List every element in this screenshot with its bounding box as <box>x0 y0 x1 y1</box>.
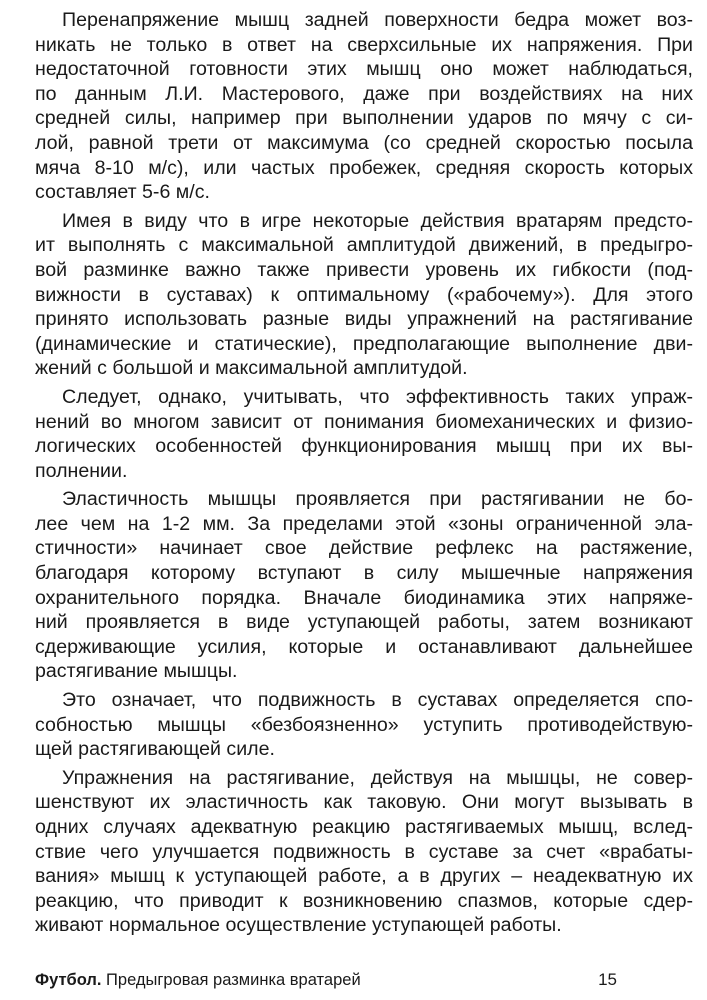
text-line: Следует, однако, учитывать, что эффективность таких упраж- <box>62 385 693 408</box>
text-line: логических особенностей функционирования мышц при их вы- <box>35 435 693 458</box>
text-line: живают нормальное осуществление уступающей работы. <box>35 914 562 937</box>
page-number: 15 <box>598 970 617 989</box>
text-line: Эластичность мышцы проявляется при растягивании не бо- <box>62 488 693 511</box>
text-line: ствие чего улучшается подвижность в суставе за счет «врабаты- <box>35 840 693 863</box>
text-line: лой, равной трети от максимума (со средней скоростью посыла <box>35 131 693 154</box>
text-line: принято использовать разные виды упражнений на растягивание <box>35 308 693 331</box>
text-line: составляет 5-6 м/с. <box>35 181 210 204</box>
text-line: Это означает, что подвижность в суставах определяется спо- <box>62 689 693 712</box>
text-line: недостаточной готовности этих мышц оно может наблюдаться, <box>35 58 693 81</box>
text-line: Имея в виду что в игре некоторые действия вратарям предсто- <box>62 209 693 232</box>
footer-subtitle: Предыгровая разминка вратарей <box>101 971 361 989</box>
paragraph-1 <box>0 8 707 205</box>
text-line: щей растягивающей силе. <box>35 738 275 761</box>
text-line: охранительного порядка. Вначале биодинамика этих напряже- <box>35 586 693 609</box>
text-line: растягивание мышцы. <box>35 660 238 683</box>
text-line: по данным Л.И. Мастерового, даже при воздействиях на них <box>35 82 693 105</box>
text-line: полнении. <box>35 459 128 482</box>
paragraph-5 <box>0 688 707 762</box>
text-line: средней силы, например при выполнении ударов по мячу с си- <box>35 107 693 130</box>
footer-book-title: Футбол. <box>35 971 102 989</box>
paragraph-6 <box>0 766 707 938</box>
text-line: Упражнения на растягивание, действуя на мышцы, не совер- <box>62 766 693 789</box>
text-line: реакцию, что приводит к возникновению спазмов, которые сдер- <box>35 889 693 912</box>
text-line: стичности» начинает свое действие рефлекс на растяжение, <box>35 537 693 560</box>
text-line: вания» мышц к уступающей работе, а в других – неадекватную их <box>35 865 693 888</box>
text-line: никать не только в ответ на сверхсильные их напряжения. При <box>35 33 693 56</box>
paragraph-4 <box>0 487 707 684</box>
paragraph-2 <box>0 209 707 381</box>
page-footer <box>35 967 693 993</box>
text-line: сдерживающие усилия, которые и останавливают дальнейшее <box>35 635 693 658</box>
text-line: нений во многом зависит от понимания биомеханических и физио- <box>35 410 693 433</box>
text-line: Перенапряжение мышц задней поверхности бедра может воз- <box>62 9 693 31</box>
text-line: ит выполнять с максимальной амплитудой движений, в предыгро- <box>35 234 693 257</box>
page-body <box>0 8 707 942</box>
text-line: (динамические и статические), предполагающие выполнение дви- <box>35 332 693 355</box>
text-line: вой разминке важно также привести уровень их гибкости (под- <box>35 258 693 281</box>
text-line: мяча 8-10 м/с), или частых пробежек, средняя скорость которых <box>35 156 693 179</box>
text-line: собностью мышцы «безбоязненно» уступить противодействую- <box>35 713 693 736</box>
text-line: лее чем на 1-2 мм. За пределами этой «зоны ограниченной эла- <box>35 512 693 535</box>
text-line: одних случаях адекватную реакцию растягиваемых мышц, вслед- <box>35 816 693 838</box>
text-line: шенствуют их эластичность как таковую. Они могут вызывать в <box>35 791 693 814</box>
text-line: благодаря которому вступают в силу мышечные напряжения <box>35 562 693 585</box>
text-line: вижности в суставах) к оптимальному («рабочему»). Для этого <box>35 283 693 306</box>
paragraph-3 <box>0 385 707 483</box>
text-line: ний проявляется в виде уступающей работы, затем возникают <box>35 611 693 634</box>
text-line: жений с большой и максимальной амплитудой. <box>35 357 468 380</box>
